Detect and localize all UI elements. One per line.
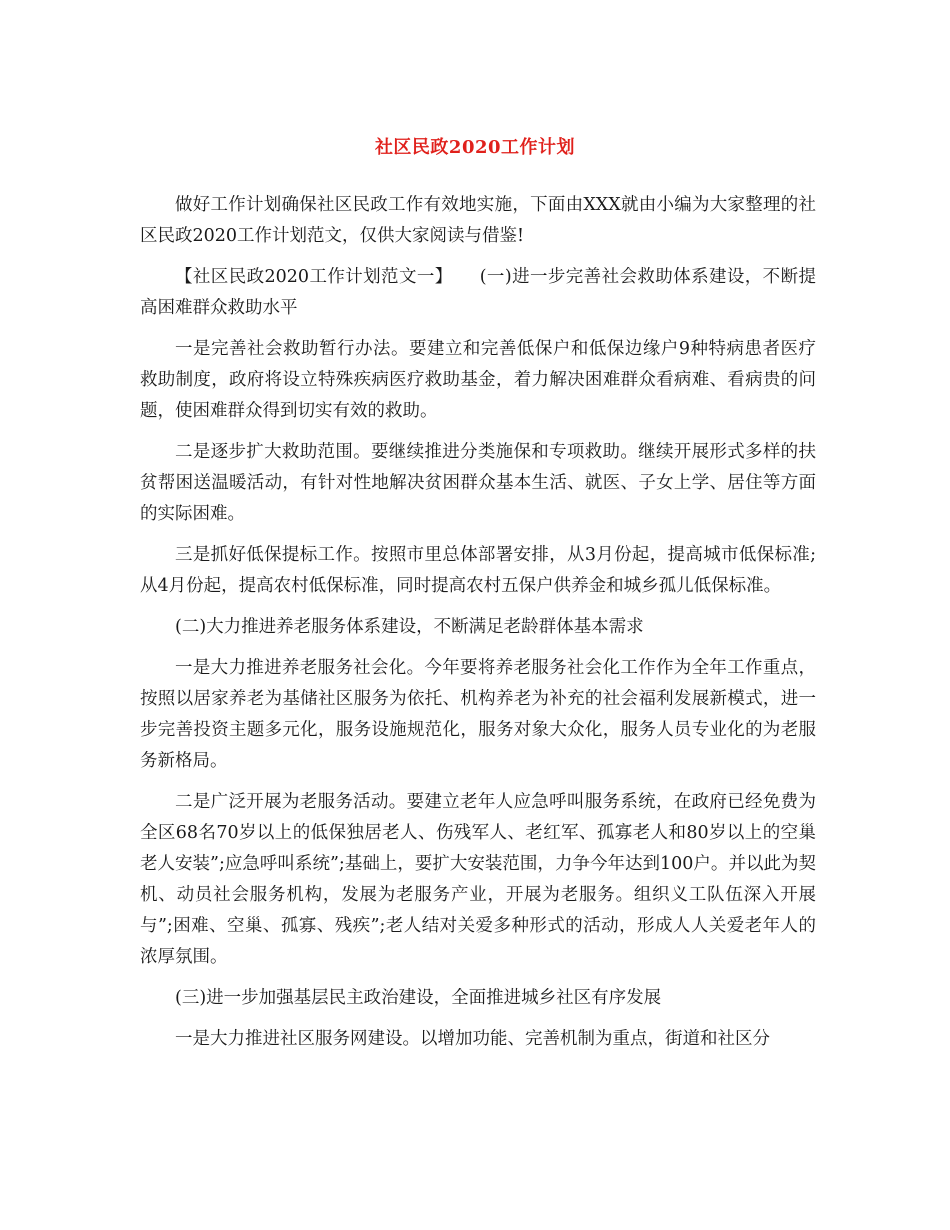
paragraph: 二是广泛开展为老服务活动。要建立老年人应急呼叫服务系统，在政府已经免费为全区68名70岁以上的低保独居老人、伤残军人、老红军、孤寡老人和80岁以上的空巢老人安装”;应急呼叫系统”;基础上，要扩大安装范围，力争今年达到100户。并以此为契机、动员社会服务机构，发展为老服务产业，开展为老服务。组织义工队伍深入开展与”;困难、空巢、孤寡、残疾”;老人结对关爱多种形式的活动，形成人人关爱老年人的浓厚氛围。	[140, 792, 816, 967]
paragraph: 二是逐步扩大救助范围。要继续推进分类施保和专项救助。继续开展形式多样的扶贫帮困送温暖活动，有针对性地解决贫困群众基本生活、就医、子女上学、居住等方面的实际困难。	[140, 442, 816, 524]
paragraph: 一是大力推进社区服务网建设。以增加功能、完善机制为重点，街道和社区分	[175, 1029, 770, 1049]
document-body	[140, 190, 816, 1065]
paragraph: 【社区民政2020工作计划范文一】 (一)进一步完善社会救助体系建设，不断提高困难群众救助水平	[140, 267, 816, 318]
paragraph: 做好工作计划确保社区民政工作有效地实施，下面由XXX就由小编为大家整理的社区民政2020工作计划范文，仅供大家阅读与借鉴!	[140, 195, 816, 246]
paragraph: 三是抓好低保提标工作。按照市里总体部署安排，从3月份起，提高城市低保标准;从4月份起，提高农村低保标准，同时提高农村五保户供养金和城乡孤儿低保标准。	[140, 545, 816, 596]
section-heading: (三)进一步加强基层民主政治建设，全面推进城乡社区有序发展	[175, 988, 662, 1008]
paragraph: 一是大力推进养老服务社会化。今年要将养老服务社会化工作作为全年工作重点，按照以居家养老为基储社区服务为依托、机构养老为补充的社会福利发展新模式，进一步完善投资主题多元化，服务设施规范化，服务对象大众化，服务人员专业化的为老服务新格局。	[140, 658, 816, 771]
document-title: 社区民政2020工作计划	[374, 137, 576, 159]
paragraph: 一是完善社会救助暂行办法。要建立和完善低保户和低保边缘户9种特病患者医疗救助制度，政府将设立特殊疾病医疗救助基金，着力解决困难群众看病难、看病贵的问题，使困难群众得到切实有效的救助。	[140, 339, 816, 421]
section-heading: (二)大力推进养老服务体系建设，不断满足老龄群体基本需求	[175, 617, 644, 637]
